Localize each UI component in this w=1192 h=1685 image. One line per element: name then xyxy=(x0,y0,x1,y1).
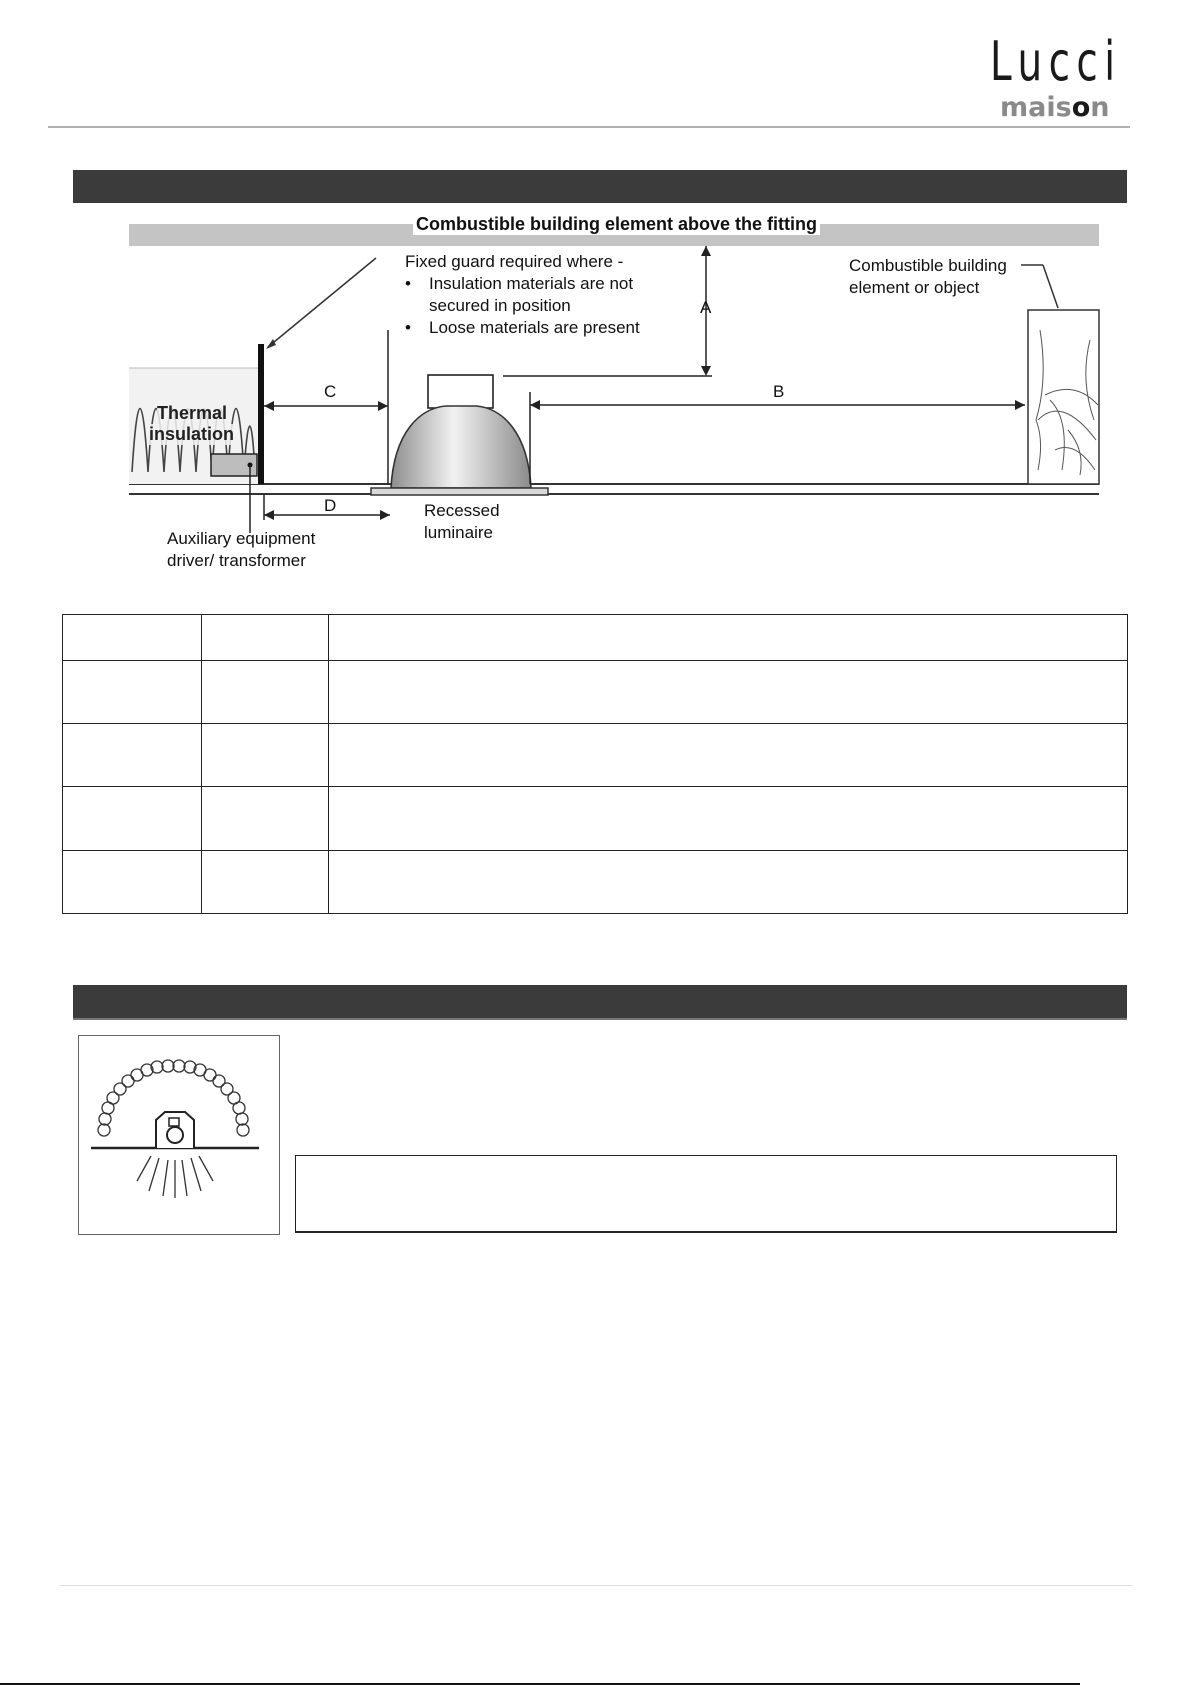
aux-label-1: Auxiliary equipment xyxy=(167,529,316,548)
table-cell xyxy=(63,851,202,914)
table-cell xyxy=(63,661,202,724)
table-cell xyxy=(63,787,202,851)
guard-leader-arrow xyxy=(266,339,276,349)
table-cell xyxy=(329,787,1128,851)
table-row xyxy=(63,661,1128,724)
luminaire-label-2: luminaire xyxy=(424,523,493,542)
logo-maison-o: o xyxy=(1071,92,1091,123)
section-bar-insulation xyxy=(73,985,1127,1020)
table-cell xyxy=(202,787,329,851)
table-cell xyxy=(63,724,202,787)
table-cell xyxy=(202,615,329,661)
table-row xyxy=(63,787,1128,851)
logo-maison-b: n xyxy=(1090,92,1110,123)
insulation-label-2: insulation xyxy=(149,424,234,444)
table-cell xyxy=(329,724,1128,787)
guard-bullet-2-text: Loose materials are present xyxy=(429,318,640,337)
clearance-diagram xyxy=(0,0,1192,600)
logo-lucci: Lucci xyxy=(990,30,1122,93)
table-cell xyxy=(63,615,202,661)
combustible-object xyxy=(1028,310,1099,484)
table-row xyxy=(63,724,1128,787)
guard-bullet-1 xyxy=(429,273,633,294)
insulation-icon-box xyxy=(78,1035,280,1235)
guard-bullet-1-text: Insulation materials are not xyxy=(429,274,634,293)
label-b: B xyxy=(773,382,785,401)
fixed-guard xyxy=(258,344,264,484)
table-cell xyxy=(202,851,329,914)
label-a: A xyxy=(700,298,712,317)
table-row xyxy=(63,851,1128,914)
guard-bullet-1-cont: secured in position xyxy=(429,296,571,315)
table-cell xyxy=(329,661,1128,724)
combustible-leader-diag xyxy=(1043,265,1058,308)
combustible-label-1: Combustible building xyxy=(849,256,1007,275)
insulation-label-1: Thermal xyxy=(157,403,228,423)
guard-leader-line xyxy=(268,258,376,347)
label-d: D xyxy=(324,496,337,515)
dimension-c xyxy=(264,330,388,484)
footer-divider xyxy=(60,1585,1132,1586)
logo-maison-a: mais xyxy=(1000,92,1072,123)
luminaire-label-1: Recessed xyxy=(424,501,500,520)
note-box xyxy=(295,1155,1117,1233)
table-cell xyxy=(329,851,1128,914)
table-cell xyxy=(329,615,1128,661)
table-cell xyxy=(202,661,329,724)
ceiling-label: Combustible building element above the fitting xyxy=(413,214,820,235)
insulation-covered-luminaire-icon xyxy=(79,1036,279,1234)
dimension-b xyxy=(530,392,1025,484)
aux-label-2: driver/ transformer xyxy=(167,551,306,570)
table-cell xyxy=(202,724,329,787)
clearance-table xyxy=(62,614,1128,914)
combustible-label-2: element or object xyxy=(849,278,980,297)
table-row xyxy=(63,615,1128,661)
guard-bullet-2 xyxy=(429,317,640,338)
guard-title: Fixed guard required where - xyxy=(405,252,624,271)
recessed-luminaire xyxy=(371,375,548,495)
label-c: C xyxy=(324,382,337,401)
